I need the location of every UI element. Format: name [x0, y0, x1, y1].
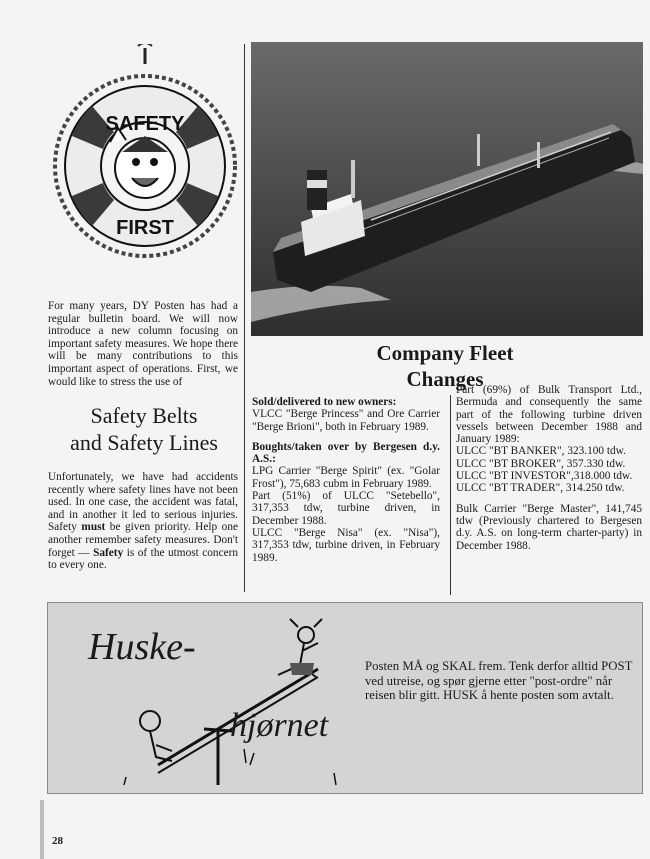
huske-title-part2: hjørnet — [230, 707, 329, 744]
bought-heading: Boughts/taken over by Bergesen d.y. A.S.: — [252, 440, 440, 466]
sold-heading: Sold/delivered to new owners: — [252, 396, 397, 408]
fleet-heading-line2: Changes — [406, 367, 484, 391]
bought-item: Part (51%) of ULCC "Setebello", 317,353 tdw, turbine driven, in December 1988. — [252, 490, 440, 527]
bought-item: LPG Carrier "Berge Spirit" (ex. "Golar Frost"), 75,683 cubm in February 1989. — [252, 465, 440, 490]
safety-body-part2: be given priority. Help one another remember safety measures. Don't forget — — [48, 521, 238, 559]
logo-bottom-text: FIRST — [116, 217, 174, 239]
ulcc-item: ULCC "BT TRADER", 314.250 tdw. — [456, 482, 625, 495]
huske-text: Posten MÅ og SKAL frem. Tenk derfor alltid POST ved utreise, og spør gjerne etter "post-ordre" når reisen blir gitt. HUSK å hente posten som avtalt. — [365, 659, 633, 703]
ulcc-item: ULCC "BT BANKER", 323.100 tdw. — [456, 445, 626, 458]
intro-paragraph: For many years, DY Posten has had a regular bulletin board. We will now introduce a new column focusing on important safety measures. We hope there will be many contributions to this important aspect of operations. First, we would like to stress the use of — [48, 300, 238, 388]
part-text: Part (69%) of Bulk Transport Ltd., Bermuda and consequently the same part of the following turbine driven vessels between December 1988 and January 1989: — [456, 384, 642, 446]
fleet-column-2 — [456, 384, 642, 552]
huske-hjornet-box — [47, 602, 643, 794]
safety-heading — [44, 402, 244, 456]
safety-body-bold1: must — [81, 521, 106, 534]
column-divider — [450, 395, 451, 595]
safety-body-part3: is of the utmost concern to every one. — [48, 546, 239, 572]
column-divider — [244, 44, 245, 592]
safety-heading-line2: and Safety Lines — [70, 430, 218, 455]
fleet-column-1 — [252, 396, 440, 564]
bought-item: ULCC "Berge Nisa" (ex. "Nisa"), 317,353 tdw, turbine driven, in February 1989. — [252, 526, 440, 564]
fleet-heading-line1: Company Fleet — [376, 341, 514, 365]
logo-top-text: SAFETY — [105, 113, 185, 135]
ulcc-item: ULCC "BT INVESTOR",318.000 tdw. — [456, 470, 633, 483]
page-number: 28 — [52, 835, 63, 847]
sold-text: VLCC "Berge Princess" and Ore Carrier "Berge Brioni", both in February 1989. — [252, 408, 440, 433]
huske-title-part1: Huske- — [88, 626, 196, 668]
ulcc-item: ULCC "BT BROKER", 357.330 tdw. — [456, 457, 626, 470]
safety-first-logo — [52, 44, 238, 280]
safety-body — [48, 471, 238, 572]
tanker-photo — [251, 42, 643, 336]
safety-body-bold2: Safety — [93, 546, 124, 559]
safety-body-part1: Unfortunately, we have had accidents recently where safety lines have not been used. In one case, the accident was fatal, and in another it led to serious injuries. Safety — [48, 471, 238, 534]
bulk-text: Bulk Carrier "Berge Master", 141,745 tdw (Previously chartered to Bergesen d.y. A.S. on long-term charter-party) in December 1988. — [456, 502, 642, 552]
safety-heading-line1: Safety Belts — [90, 403, 198, 428]
page-gutter — [40, 800, 44, 859]
